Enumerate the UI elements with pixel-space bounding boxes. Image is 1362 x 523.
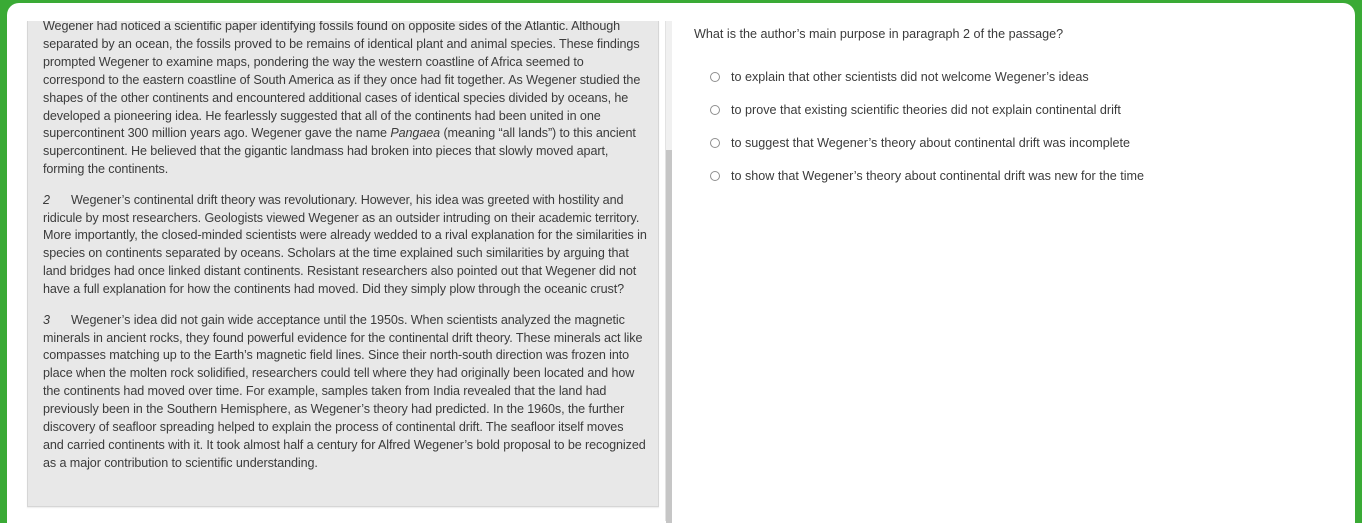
- passage-paragraph-2: [43, 192, 647, 299]
- answer-option-3[interactable]: [710, 126, 1334, 159]
- passage-panel[interactable]: [27, 21, 659, 507]
- paragraph-number: 3: [43, 312, 50, 327]
- paragraph-text: (meaning “all lands”) to this ancient supercontinent. He believed that the gigantic landmass had broken into pieces that slowly moved apart, forming the continents.: [43, 126, 636, 177]
- paragraph-text: Wegener’s idea did not gain wide acceptance until the 1950s. When scientists analyzed the magnetic minerals in ancient rocks, they found powerful evidence for the continental drift theory. These minerals act like compasses matching up to the Earth’s magnetic field lines. Since their north-south direction was frozen into place when the molten rock solidified, researchers could tell where they had originally been located and how the continents had moved over time. For example, samples taken from India revealed that the land had previously been in the Southern Hemisphere, as Wegener’s theory had predicted. In the 1960s, the further discovery of seafloor spreading helped to explain the process of continental drift. The seafloor itself moves and carried continents with it. It took almost half a century for Alfred Wegener’s bold proposal to be recognized as a major contribution to scientific understanding.: [43, 312, 646, 470]
- question-panel: [694, 26, 1334, 192]
- paragraph-text: Wegener had noticed a scientific paper identifying fossils found on opposite sides of the Atlantic. Although separated by an ocean, the fossils proved to be remains of identical plant and animal species. These findings prompted Wegener to examine maps, pondering the way the western coastline of Africa seemed to correspond to the eastern coastline of South America as if they once had fit together. As Wegener studied the shapes of the other continents and encountered additional cases of identical species divided by oceans, he developed a pioneering idea. He fearlessly suggested that all of the continents had been united in one supercontinent 300 million years ago. Wegener gave the name: [43, 21, 641, 141]
- passage-text: [43, 21, 647, 485]
- option-label[interactable]: to explain that other scientists did not welcome Wegener’s ideas: [731, 69, 1089, 84]
- answer-options: [694, 60, 1334, 192]
- passage-scrollbar[interactable]: [665, 21, 672, 521]
- option-label[interactable]: to suggest that Wegener’s theory about continental drift was incomplete: [731, 135, 1131, 150]
- option-label[interactable]: to prove that existing scientific theories did not explain continental drift: [731, 102, 1121, 117]
- passage-paragraph-1: [43, 21, 647, 179]
- radio-icon[interactable]: [710, 105, 720, 115]
- question-prompt: What is the author’s main purpose in paragraph 2 of the passage?: [694, 27, 1064, 41]
- radio-icon[interactable]: [710, 171, 720, 181]
- paragraph-number: 2: [43, 192, 50, 207]
- app-window: [7, 3, 1355, 523]
- option-label[interactable]: to show that Wegener’s theory about continental drift was new for the time: [731, 168, 1145, 183]
- answer-option-1[interactable]: [710, 60, 1334, 93]
- passage-paragraph-3: [43, 312, 647, 473]
- term-pangaea: Pangaea: [390, 126, 441, 141]
- paragraph-text: Wegener’s continental drift theory was revolutionary. However, his idea was greeted with hostility and ridicule by most researchers. Geologists viewed Wegener as an outsider intruding on their academic territory. More importantly, the closed-minded scientists were already wedded to a rival explanation for the similarities in species on continents separated by oceans. Scholars at the time explained such similarities by arguing that land bridges had once linked distant continents. Resistant researchers also pointed out that Wegener did not have a full explanation for how the continents had moved. Did they simply plow through the oceanic crust?: [43, 192, 647, 297]
- radio-icon[interactable]: [710, 72, 720, 82]
- radio-icon[interactable]: [710, 138, 720, 148]
- answer-option-2[interactable]: [710, 93, 1334, 126]
- answer-option-4[interactable]: [710, 159, 1334, 192]
- scrollbar-thumb[interactable]: [666, 150, 672, 523]
